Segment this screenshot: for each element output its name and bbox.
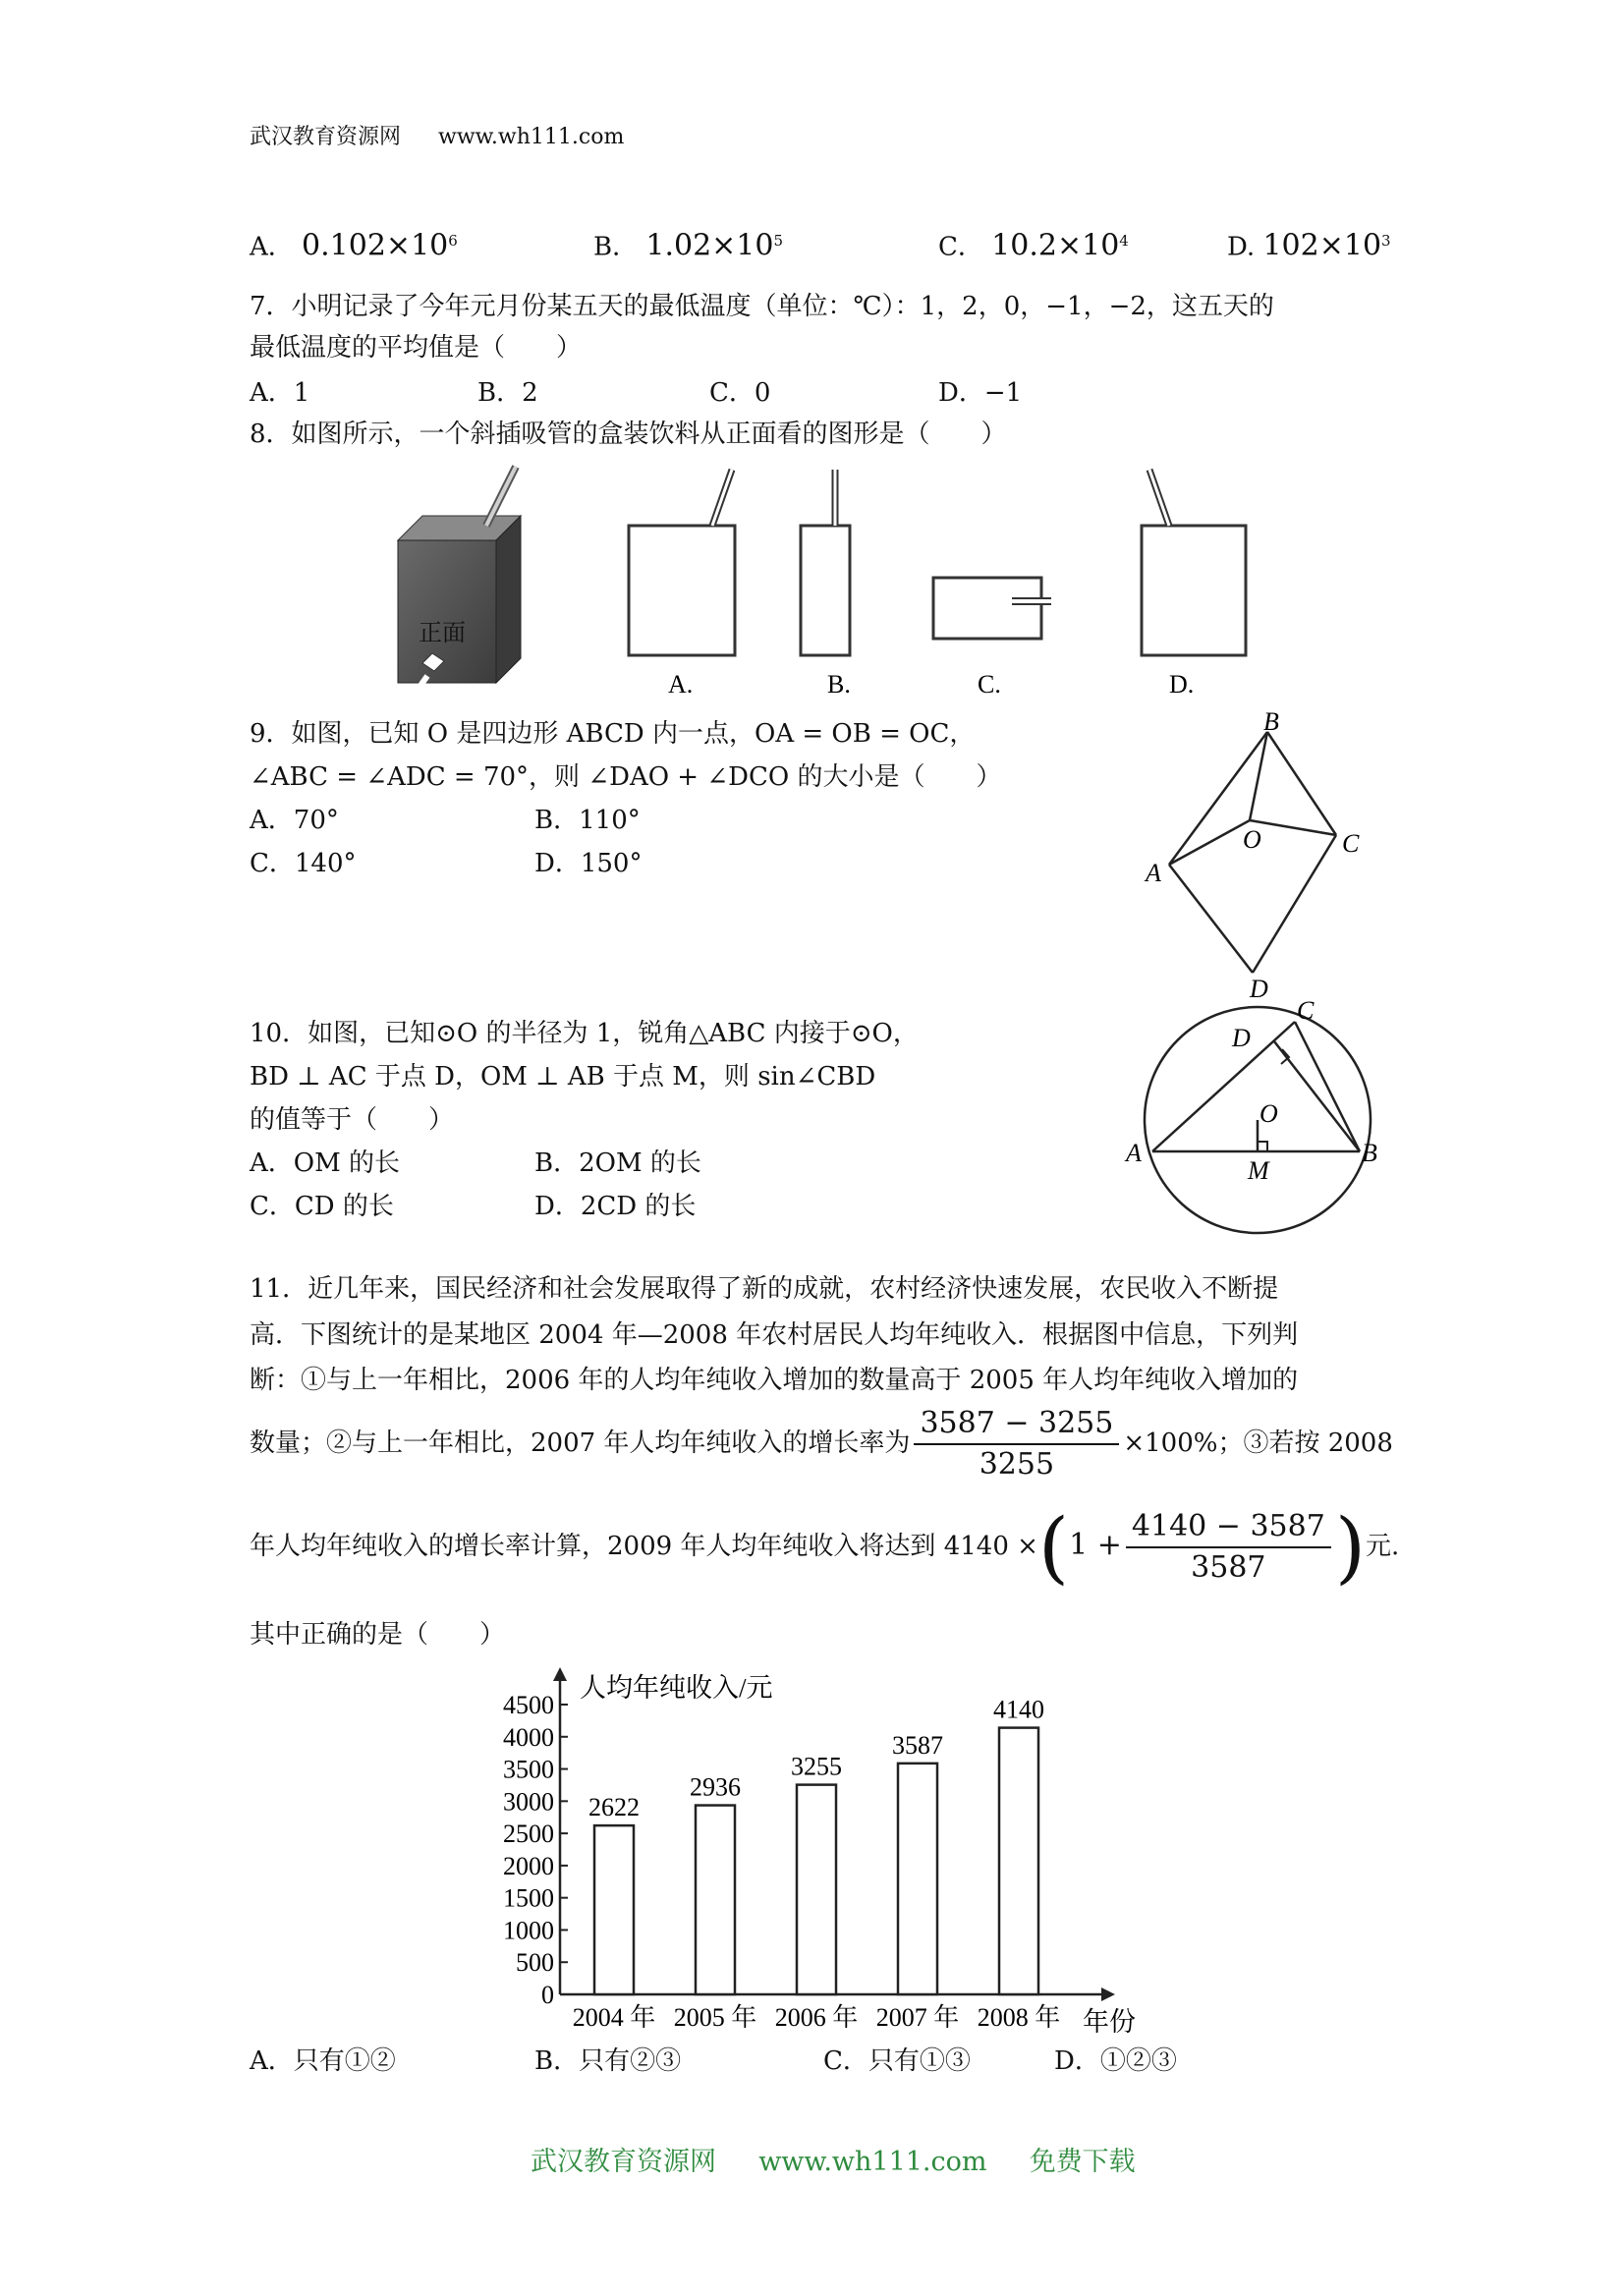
footer-url: www.wh111.com [758, 2147, 987, 2177]
bar-2006年 [797, 1785, 836, 1994]
y-tick-label: 2500 [503, 1820, 554, 1849]
x-tick-label: 2004 年 [572, 2003, 656, 2032]
q8-figure-d [1142, 470, 1246, 655]
y-axis-arrow [553, 1667, 567, 1681]
q9-option-b: B．110° [534, 806, 641, 835]
front-label: 正面 [419, 621, 466, 646]
footer-site: 武汉教育资源网 [531, 2147, 716, 2177]
q10-label-c: C [1297, 996, 1315, 1025]
bar-value-label: 3587 [892, 1730, 943, 1760]
q6-option-b: B． $1.02\times 10^5$ [593, 228, 784, 263]
y-tick-label: 1500 [503, 1883, 554, 1913]
q10-line3: 的值等于（ ） [250, 1105, 455, 1135]
header-url: www.wh111.com [438, 125, 625, 149]
q9-line1: 9．如图，已知 O 是四边形 ABCD 内一点，OA = OB = OC， [250, 719, 976, 749]
q8-figure-a [629, 470, 735, 655]
q10-label-d: D [1232, 1024, 1251, 1052]
q7-option-c: C．0 [709, 378, 771, 408]
q8-label-b: B. [827, 670, 851, 699]
y-tick-label: 500 [516, 1948, 554, 1978]
y-tick-label: 2000 [503, 1851, 554, 1880]
y-tick-label: 4000 [503, 1722, 554, 1752]
bar-2007年 [898, 1764, 937, 1994]
x-tick-label: 2005 年 [673, 2003, 757, 2032]
q10-label-a: A [1126, 1139, 1142, 1167]
q11-line5: 年人均年纯收入的增长率计算，2009 年人均年纯收入将达到 4140 ×(1 + $\frac{4140 - 3587}{3587}$ )元. [250, 1501, 1400, 1593]
q7-line2: 最低温度的平均值是（ ） [250, 333, 583, 363]
q9-option-a: A．70° [250, 806, 339, 835]
juice-box-3d [398, 467, 521, 690]
x-tick-label: 2007 年 [875, 2003, 960, 2032]
q11-line6: 其中正确的是（ ） [250, 1620, 506, 1650]
q8-stem: 8．如图所示，一个斜插吸管的盒装饮料从正面看的图形是（ ） [250, 420, 1007, 449]
q10-label-o: O [1259, 1099, 1278, 1128]
q11-option-c: C．只有①③ [823, 2046, 971, 2076]
q6-option-d: D. $102\times 10^3$ [1227, 228, 1391, 263]
q10-option-c: C．CD 的长 [250, 1192, 394, 1221]
y-tick-label: 3500 [503, 1755, 554, 1784]
y-tick-label: 4500 [503, 1691, 554, 1719]
q8-label-d: D. [1169, 670, 1195, 699]
q9-label-b: B [1263, 707, 1279, 736]
y-axis-label: 人均年纯收入/元 [580, 1673, 773, 1703]
q6-option-c: C． $10.2\times 10^4$ [938, 228, 1129, 263]
q11-line1: 11．近几年来，国民经济和社会发展取得了新的成就，农村经济快速发展，农民收入不断提 [250, 1274, 1279, 1304]
x-tick-label: 2006 年 [774, 2003, 859, 2032]
q9-option-c: C．140° [250, 849, 357, 878]
x-axis-arrow [1101, 1988, 1115, 2001]
bar-2005年 [696, 1806, 735, 1994]
q11-option-d: D．①②③ [1054, 2046, 1177, 2076]
page-header [250, 120, 624, 150]
q11-line4: 数量；②与上一年相比，2007 年人均年纯收入的增长率为 $\frac{3587 - 3255}{3255}$ ×100%；③若按 2008 [250, 1399, 1393, 1487]
q8-figure-b [801, 470, 850, 655]
x-axis-label: 年份 [1083, 2007, 1136, 2037]
bar-value-label: 2622 [588, 1793, 640, 1822]
bar-value-label: 4140 [993, 1695, 1044, 1724]
q9-option-d: D．150° [534, 849, 643, 878]
q10-option-d: D．2CD 的长 [534, 1192, 697, 1221]
q6-option-a: A． $0.102\times 10^6$ [250, 228, 458, 263]
q10-option-b: B．2OM 的长 [534, 1148, 701, 1178]
q8-figure-c [933, 578, 1051, 639]
q7-line1: 7．小明记录了今年元月份某五天的最低温度（单位：℃）：1，2，0，−1，−2，这五天的 [250, 292, 1274, 321]
q7-option-b: B．2 [477, 378, 538, 408]
y-tick-label: 0 [541, 1981, 554, 2009]
q10-line1: 10．如图，已知⊙O 的半径为 1，锐角△ABC 内接于⊙O， [250, 1019, 919, 1048]
q8-label-c: C. [978, 670, 1001, 699]
q9-label-c: C [1342, 829, 1360, 858]
bar-value-label: 2936 [690, 1772, 741, 1802]
q10-label-b: B [1362, 1139, 1377, 1167]
q9-label-o: O [1243, 825, 1261, 854]
q10-figure [1120, 992, 1395, 1238]
y-tick-label: 3000 [503, 1787, 554, 1817]
page-footer [531, 2140, 1136, 2178]
q7-option-a: A．1 [250, 378, 310, 408]
q9-line2: ∠ABC = ∠ADC = 70°，则 ∠DAO + ∠DCO 的大小是（ ） [250, 762, 1002, 792]
projection-fraction: $\frac{4140 - 3587}{3587}$ [1126, 1507, 1331, 1588]
q8-label-a: A. [668, 670, 694, 699]
q11-line2: 高．下图统计的是某地区 2004 年—2008 年农村居民人均年纯收入．根据图中信息，下列判 [250, 1320, 1299, 1350]
q9-label-d: D [1250, 975, 1268, 1003]
q11-line3: 断：①与上一年相比，2006 年的人均年纯收入增加的数量高于 2005 年人均年纯收入增加的 [250, 1366, 1299, 1395]
q7-option-d: D．−1 [938, 378, 1023, 408]
header-site: 武汉教育资源网 [250, 125, 402, 149]
q8-figures [383, 462, 1267, 707]
q10-label-m: M [1248, 1156, 1269, 1185]
x-tick-label: 2008 年 [977, 2003, 1061, 2032]
y-tick-label: 1000 [503, 1916, 554, 1945]
bar-2004年 [594, 1825, 634, 1994]
q10-line2: BD ⊥ AC 于点 D，OM ⊥ AB 于点 M，则 sin∠CBD [250, 1062, 876, 1092]
income-bar-chart [481, 1665, 1169, 2044]
bar-value-label: 3255 [791, 1752, 842, 1781]
bar-2008年 [999, 1728, 1038, 1994]
growth-rate-fraction: $\frac{3587 - 3255}{3255}$ [914, 1404, 1119, 1484]
q10-option-a: A．OM 的长 [250, 1148, 400, 1178]
q11-option-a: A．只有①② [250, 2046, 396, 2076]
q9-figure [1130, 702, 1385, 1007]
q9-label-a: A [1146, 859, 1161, 887]
q11-option-b: B．只有②③ [534, 2046, 682, 2076]
footer-free-download: 免费下载 [1029, 2147, 1136, 2177]
